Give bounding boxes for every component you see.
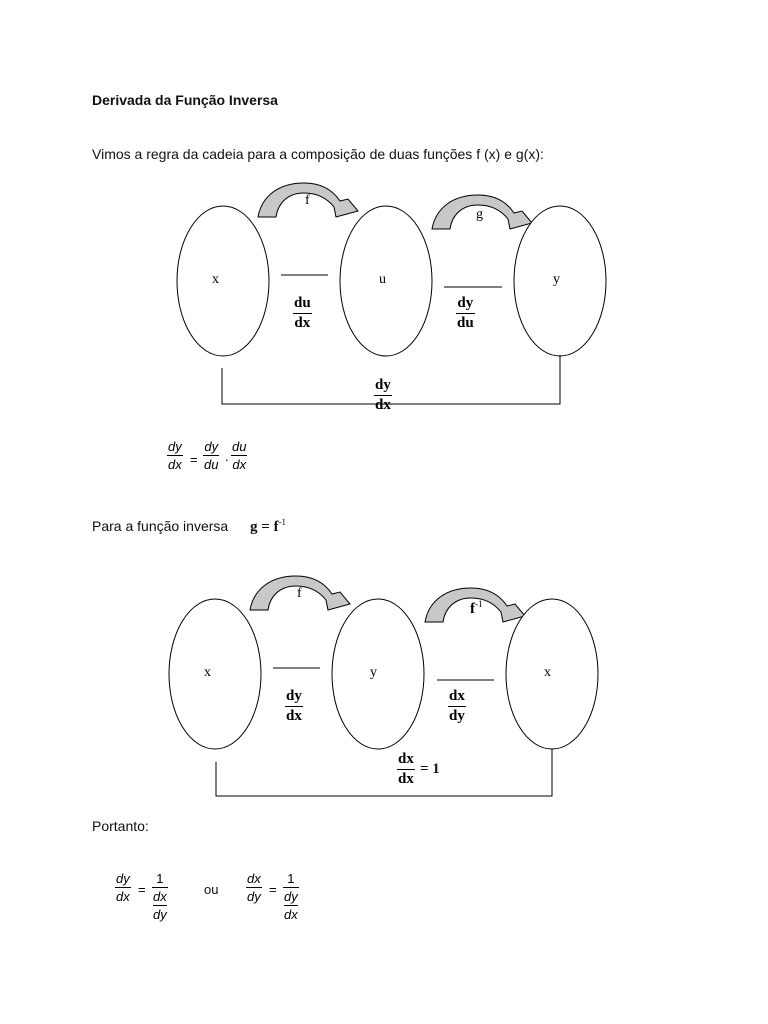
chain-lhs-fraction <box>167 440 183 471</box>
set-x-ellipse <box>169 599 261 749</box>
composition-bracket <box>216 749 552 796</box>
denominator: dx <box>294 315 311 331</box>
denominator: dx <box>116 889 130 904</box>
fraction-dx-dx <box>397 752 415 787</box>
node-label: y <box>370 665 377 680</box>
numerator: dx <box>398 751 414 767</box>
set-x-ellipse <box>177 206 269 356</box>
numerator: 1 <box>287 871 295 886</box>
formula-g: g <box>250 519 258 535</box>
numerator: dx <box>449 688 465 704</box>
intro-text: Vimos a regra da cadeia para a composição de duas funções f (x) e g(x): <box>92 146 544 162</box>
set-y-ellipse <box>514 206 606 356</box>
denominator: du <box>204 457 219 472</box>
numerator: 1 <box>156 871 164 886</box>
fraction-du-dx <box>293 296 312 331</box>
result1-lhs-fraction <box>115 872 131 903</box>
fraction-dy-du <box>456 296 475 331</box>
set-y-ellipse <box>332 599 424 749</box>
compound-denominator <box>283 890 299 921</box>
numerator: dy <box>168 439 182 454</box>
numerator: dy <box>204 439 219 454</box>
compound-denominator <box>152 890 168 921</box>
equals-sign: = <box>190 452 198 467</box>
equals-one: = 1 <box>420 761 440 777</box>
dot-operator: . <box>225 449 229 464</box>
arrow-label-finv: $f^{-1}$ <box>470 599 483 617</box>
node-label: x <box>204 665 211 680</box>
fraction-dy-dx <box>285 689 303 724</box>
portanto-text: Portanto: <box>92 818 149 834</box>
fraction-dy-dx <box>374 378 392 413</box>
page-title: Derivada da Função Inversa <box>92 92 278 108</box>
arrow-label-f: f <box>305 193 310 208</box>
numerator: dy <box>457 295 474 311</box>
inverse-function-diagram <box>0 568 768 808</box>
denominator: dx <box>168 457 182 472</box>
formula-exponent: -1 <box>278 517 287 527</box>
chain-r1-fraction <box>203 440 219 471</box>
formula-eq: = <box>261 519 270 535</box>
node-label: u <box>379 272 386 287</box>
numerator: dy <box>375 377 391 393</box>
equals-sign: = <box>138 882 146 897</box>
numerator: dy <box>286 688 302 704</box>
denominator: dx <box>286 708 302 724</box>
set-u-ellipse <box>340 206 432 356</box>
numerator: du <box>294 295 311 311</box>
numerator: du <box>232 439 247 454</box>
node-label: y <box>553 272 560 287</box>
denominator: dx <box>398 771 414 787</box>
node-label: x <box>212 272 219 287</box>
formula-f: f <box>273 519 279 535</box>
inverse-formula <box>250 517 286 536</box>
equals-sign: = <box>269 882 277 897</box>
denominator: dx <box>375 397 391 413</box>
arrow-label-g: g <box>476 207 483 222</box>
numerator: dx <box>247 871 261 886</box>
ou-text: ou <box>204 882 219 897</box>
inverse-intro-text: Para a função inversa <box>92 518 229 534</box>
denominator: dy <box>247 889 261 904</box>
denominator: dy <box>449 708 465 724</box>
chain-r2-fraction <box>231 440 247 471</box>
arrow-label-f: f <box>297 586 302 601</box>
result2-lhs-fraction <box>246 872 262 903</box>
inner-numerator: dy <box>284 889 298 904</box>
denominator: du <box>457 315 474 331</box>
denominator: dx <box>232 457 247 472</box>
inner-numerator: dx <box>153 889 167 904</box>
set-x2-ellipse <box>506 599 598 749</box>
result2-rhs-fraction <box>283 872 299 921</box>
numerator: dy <box>116 871 130 886</box>
result1-rhs-fraction <box>152 872 168 921</box>
node-label: x <box>544 665 551 680</box>
fraction-dx-dy <box>448 689 466 724</box>
inner-denominator: dy <box>153 907 167 922</box>
inner-denominator: dx <box>284 907 298 922</box>
